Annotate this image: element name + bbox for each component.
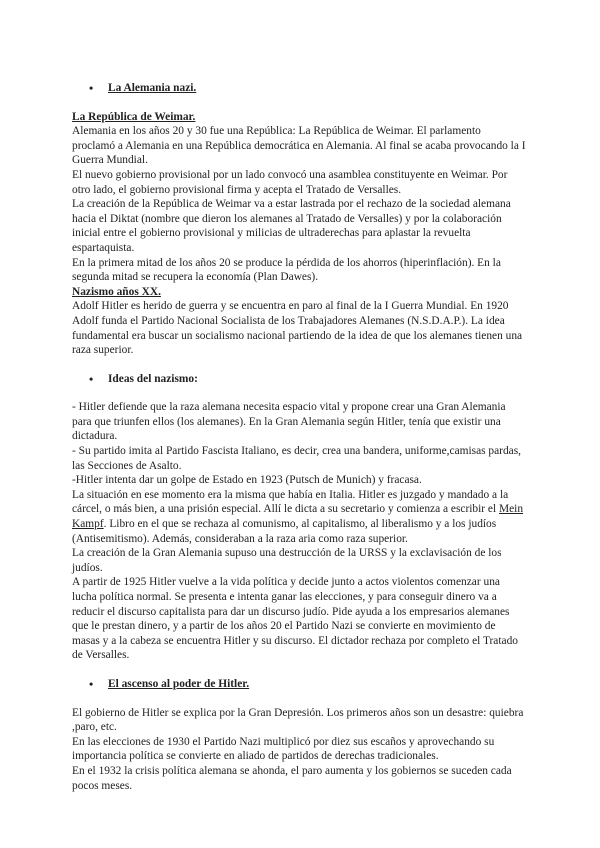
nazismo-title: Nazismo años XX. — [72, 285, 161, 298]
ascenso-paragraph-1: El gobierno de Hitler se explica por la Gran Depresión. Los primeros años son un desastre: quiebra ,paro, etc. — [72, 706, 524, 734]
heading-alemania-nazi — [72, 81, 526, 96]
weimar-paragraph-4: En la primera mitad de los años 20 se produce la pérdida de los ahorros (hiperinflación). En la segunda mitad se recupera la economía (Plan Dawes). — [72, 256, 501, 284]
ideas-paragraph-5: La creación de la Gran Alemania supuso una destrucción de la URSS y la exclavisación de los judíos. — [72, 547, 502, 574]
ideas-paragraph-3: -Hitler intenta dar un golpe de Estado en 1923 (Putsch de Munich) y fracasa. — [72, 474, 422, 487]
ideas-paragraph-6: A partir de 1925 Hitler vuelve a la vida política y decide junto a actos violentos comenzar una lucha política normal. Se presenta e intenta ganar las elecciones, y para conseguir dinero va a reducir el discurso capitalista para dar un discurso judío. Pide ayuda a los empresarios alemanes que le prestan dinero, y a partir de los años 20 el Partido Nazi se convierte en movimiento de masas y a la cabeza se encuentra Hitler y su discurso. El dictador rechaza por completo el Tratado de Versalles. — [72, 576, 518, 662]
weimar-paragraph-3: La creación de la República de Weimar va a estar lastrada por el rechazo de la sociedad alemana hacia el Diktat (nombre que dieron los alemanes al Tratado de Versalles) y por la colaboración inicial entre el gobierno provisional y milicias de ultraderechas para aplastar la revuelta espartaquista. — [72, 198, 511, 254]
heading-ascenso-poder-text: El ascenso al poder de Hitler. — [108, 677, 250, 690]
weimar-paragraph-2: El nuevo gobierno provisional por un lado convocó una asamblea constituyente en Weimar. Por otro lado, el gobierno provisional firma y acepta el Tratado de Versalles. — [72, 168, 508, 196]
ascenso-paragraph-3: En el 1932 la crisis política alemana se ahonda, el paro aumenta y los gobiernos se suceden cada pocos meses. — [72, 764, 512, 792]
mein-kampf-link[interactable]: Mein Kampf — [72, 503, 524, 531]
heading-ideas-nazismo — [72, 372, 526, 387]
heading-ideas-nazismo-text: Ideas del nazismo: — [108, 372, 198, 385]
nazismo-paragraph-1: Adolf Hitler es herido de guerra y se encuentra en paro al final de la I Guerra Mundial. En 1920 Adolf funda el Partido Nacional Socialista de los Trabajadores Alemanes (N.S.D.A.P.). La idea fundamental era buscar un socialismo nacional partiendo de la idea de que los alemanes tienen una raza superior. — [72, 300, 523, 357]
heading-ascenso-poder — [72, 677, 526, 692]
ideas-paragraph-4-end: . Libro en el que se rechaza al comunismo, al capitalismo, al liberalismo y a los judíos (Antisemitismo). Además, consideraban a la raza aria como raza superior. — [72, 518, 497, 545]
ideas-paragraph-4-start: La situación en ese momento era la misma que había en Italia. Hitler es juzgado y mandado a la cárcel, o más bien, a una prisión especial. Allí le dicta a su secretario y comienza a escribir el — [72, 488, 509, 516]
heading-alemania-nazi-text: La Alemania nazi. — [108, 82, 197, 94]
ideas-paragraph-1: - Hitler defiende que la raza alemana necesita espacio vital y propone crear una Gran Alemania para que triunfen ellos (los alemanes). En la Gran Alemania según Hitler, tenía que existir una dictadura. — [72, 401, 506, 443]
ideas-paragraph-4 — [72, 488, 526, 546]
ideas-paragraph-2: - Su partido imita al Partido Fascista Italiano, es decir, crea una bandera, uniforme,camisas pardas, las Secciones de Asalto. — [72, 445, 522, 472]
ascenso-paragraph-2: En las elecciones de 1930 el Partido Nazi multiplicó por diez sus escaños y aprovechando su importancia política se convierte en aliado de partidos de derechas tradicionales. — [72, 735, 495, 763]
weimar-paragraph-1: Alemania en los años 20 y 30 fue una República: La República de Weimar. El parlamento proclamó a Alemania en una República democrática en Alemania. Al final se acaba provocando la I Guerra Mundial. — [72, 125, 526, 167]
weimar-title: La República de Weimar. — [72, 110, 196, 123]
